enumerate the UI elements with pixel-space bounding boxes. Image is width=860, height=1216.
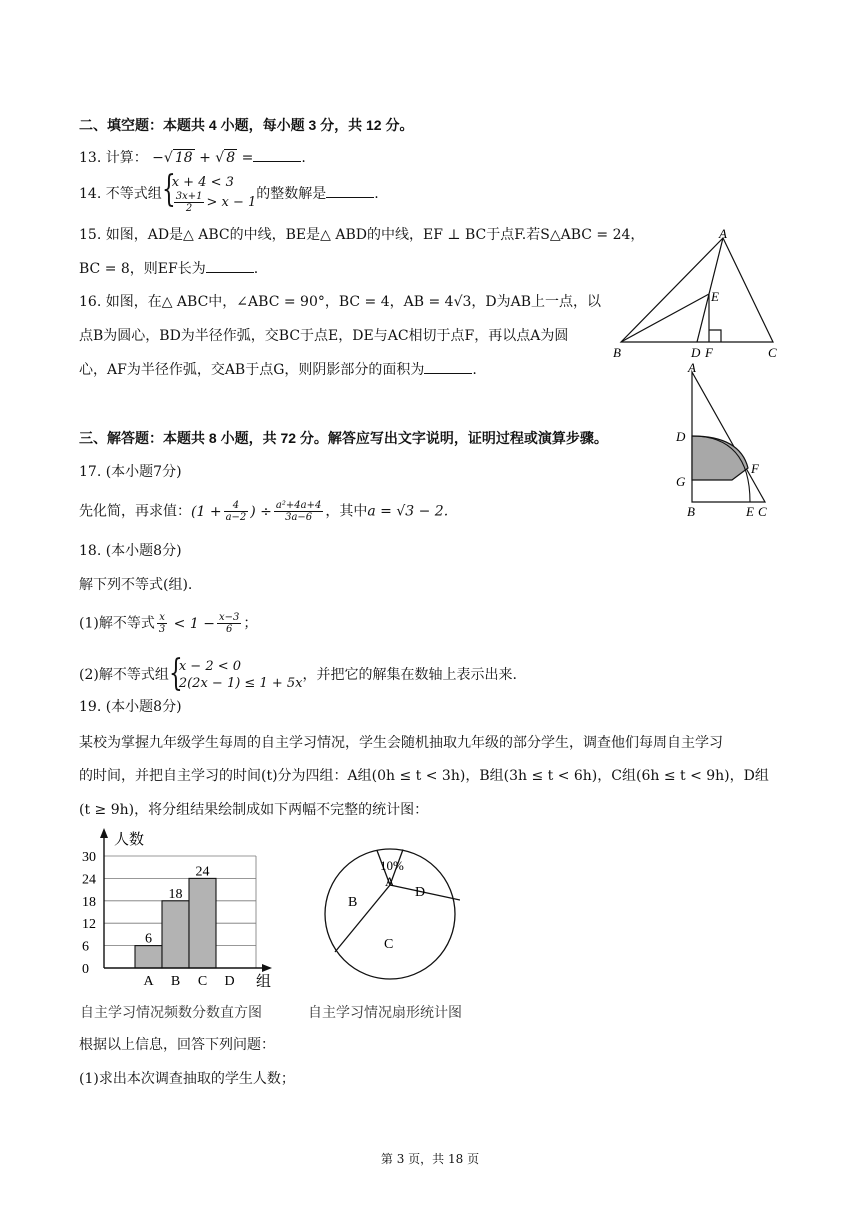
- y-tick-label: 30: [82, 850, 96, 865]
- x-tick-label-B: B: [170, 974, 181, 989]
- answer-blank: [253, 147, 301, 162]
- math-expression: a = √3 − 2.: [367, 503, 449, 520]
- pie-label-B: B: [348, 895, 358, 910]
- y-tick-label: 24: [82, 872, 96, 888]
- bar-B: [162, 901, 189, 968]
- question-text: (2)解不等式组: [79, 667, 169, 683]
- y-tick-label: 18: [82, 894, 96, 910]
- question-18-intro: 解下列不等式(组).: [79, 577, 193, 593]
- x-axis-label: 组: [256, 974, 272, 990]
- question-text: 的整数解是: [256, 186, 327, 202]
- question-text: 先化简，再求值：: [79, 503, 191, 520]
- question-19-head: 19. (本小题8分): [79, 699, 182, 715]
- question-number: 13.: [79, 150, 102, 166]
- question-15-line-2: BC = 8，则EF长为 .: [79, 258, 258, 279]
- question-text: (1)解不等式: [79, 615, 155, 632]
- question-15-line-1: [79, 225, 644, 245]
- system-row: x − 2 < 0: [178, 659, 242, 674]
- inequality-system: { x − 2 < 0 2(2x − 1) ≤ 1 + 5x: [168, 653, 303, 694]
- question-19-line-3: (t ≥ 9h)，将分组结果绘制成如下两幅不完整的统计图：: [79, 802, 429, 818]
- question-14: 14. 不等式组 { x + 4 < 3 $\frac{3x+1}{2}$ > x − 1 的整数解是 .: [79, 169, 379, 214]
- section-title-fill: 二、填空题：本题共 4 小题，每小题 3 分，共 12 分。: [79, 117, 414, 133]
- question-16-line-3: 心，AF为半径作弧，交AB于点G，则阴影部分的面积为 .: [79, 359, 477, 380]
- label-E: E: [711, 289, 719, 304]
- y-tick-label: 6: [82, 939, 89, 955]
- bar-A: [135, 946, 162, 968]
- data-label-B: 18: [168, 886, 183, 902]
- pie-label-D: D: [415, 885, 426, 900]
- x-tick-label-D: D: [224, 974, 235, 989]
- label-E: E: [746, 504, 754, 519]
- label-B: B: [613, 345, 621, 360]
- question-text: BC = 8，则EF长为: [79, 261, 206, 277]
- question-text: 计算：: [105, 150, 148, 166]
- question-number: 14.: [79, 186, 102, 202]
- question-13: 13. 计算： −√ 18 + √ 8 = .: [79, 147, 306, 168]
- question-18-part-2: [79, 653, 517, 694]
- pie-label-A-percent: 10%: [380, 858, 404, 873]
- answer-blank: [326, 183, 374, 198]
- system-row: x + 4 < 3: [171, 175, 234, 190]
- system-row: 2(2x − 1) ≤ 1 + 5x: [178, 676, 303, 691]
- question-text: ，其中: [325, 503, 368, 520]
- fraction-numerator: 3x+1: [175, 191, 203, 202]
- label-C: C: [758, 504, 767, 519]
- pie-divider: [335, 885, 390, 952]
- question-number: 15.: [79, 227, 102, 243]
- bar-C: [189, 878, 216, 968]
- label-B: B: [687, 504, 695, 519]
- question-19-line-1: 某校为掌握九年级学生每周的自主学习情况，学生会随机抽取九年级的部分学生，调查他们每周自主学习: [79, 735, 723, 751]
- data-label-A: 6: [145, 931, 152, 947]
- question-19-line-2: 的时间，并把自主学习的时间(t)分为四组：A组(0h ≤ t < 3h)，B组(3h ≤ t < 6h)，C组(6h ≤ t < 9h)，D组: [79, 768, 769, 784]
- question-number: 16.: [79, 294, 102, 310]
- question-16-line-2: 点B为圆心，BD为半径作弧，交BC于点E，DE与AC相切于点F，再以点A为圆: [79, 328, 569, 344]
- inequality-system: { x + 4 < 3 $\frac{3x+1}{2}$ > x − 1: [161, 169, 257, 214]
- label-A: A: [719, 226, 727, 241]
- question-text: 如图，AD是△ ABC的中线，BE是△ ABD的中线，EF ⊥ BC于点F.若S△ABC = 24，: [105, 227, 645, 243]
- x-tick-label-A: A: [143, 974, 154, 989]
- question-text: 如图，在△ ABC中，∠ABC = 90°，BC = 4，AB = 4√3，D为AB上一点，以: [105, 294, 602, 310]
- question-19-ask-1: (1)求出本次调查抽取的学生人数；: [79, 1071, 295, 1087]
- x-tick-label-C: C: [197, 974, 208, 989]
- question-17-body: 先化简，再求值：(1 + $\frac{4}{a-2}$ ) ÷ $\frac{\text{a²+4a+4}}{3a-6}$ ，其中a = √3 − 2.: [79, 500, 449, 523]
- y-tick-label: 12: [82, 917, 96, 933]
- label-F: F: [751, 461, 759, 476]
- question-19-after: 根据以上信息，回答下列问题：: [79, 1037, 275, 1053]
- data-label-C: 24: [195, 864, 210, 880]
- page-footer: 第 3 页，共 18 页: [380, 1152, 480, 1166]
- triangle-figure-15: [605, 226, 795, 362]
- label-D: D: [691, 345, 701, 360]
- label-D: D: [676, 429, 686, 444]
- pie-label-C: C: [384, 937, 394, 952]
- label-F: F: [705, 345, 713, 360]
- question-18-head: 18. (本小题8分): [79, 543, 182, 559]
- pie-chart-title: 自主学习情况扇形统计图: [308, 1005, 462, 1021]
- pie-chart: [320, 844, 460, 984]
- answer-blank: [424, 359, 472, 374]
- pie-label-A: A: [385, 874, 395, 889]
- question-text: 心，AF为半径作弧，交AB于点G，则阴影部分的面积为: [79, 362, 425, 378]
- histogram-chart: [80, 826, 290, 998]
- histogram-title: 自主学习情况频数分数直方图: [80, 1005, 262, 1021]
- question-18-part-1: (1)解不等式 $\frac{x}{3}$ < 1 − $\frac{x-3}{6}$ ；: [79, 612, 258, 635]
- question-text: ，并把它的解集在数轴上表示出来.: [302, 667, 517, 683]
- label-A: A: [688, 360, 696, 375]
- answer-blank: [206, 258, 254, 273]
- label-C: C: [768, 345, 777, 360]
- system-row: > x − 1: [206, 195, 257, 210]
- section-title-answer: 三、解答题：本题共 8 小题，共 72 分。解答应写出文字说明，证明过程或演算步骤。: [79, 430, 608, 446]
- question-17-head: 17. (本小题7分): [79, 464, 182, 480]
- label-G: G: [676, 474, 686, 489]
- y-axis-label: 人数: [114, 832, 145, 848]
- question-text: 不等式组: [105, 186, 162, 202]
- y-tick-label: 0: [82, 962, 89, 977]
- question-16-line-1: [79, 292, 601, 312]
- shaded-region-figure-16: [670, 360, 780, 520]
- fraction-denominator: 2: [185, 203, 193, 214]
